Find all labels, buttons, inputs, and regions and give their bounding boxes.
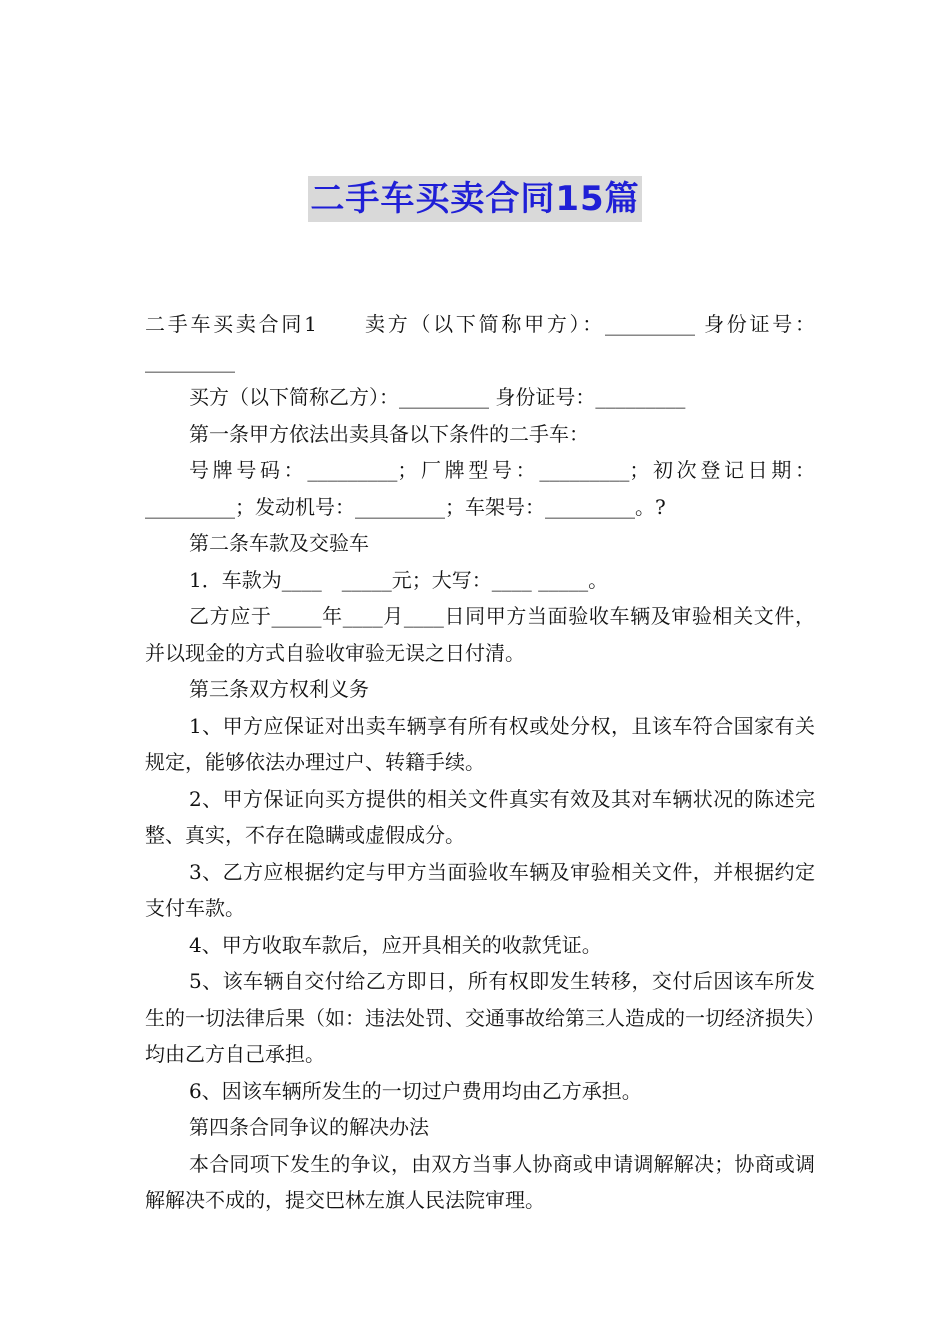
paragraph: 第一条甲方依法出卖具备以下条件的二手车： xyxy=(189,421,589,446)
title-container xyxy=(0,176,950,222)
paragraph: 第三条双方权利义务 xyxy=(189,677,369,701)
paragraph: 第四条合同争议的解决办法 xyxy=(189,1115,429,1139)
document-title: 二手车买卖合同15篇 xyxy=(308,176,641,222)
paragraph: 1、甲方应保证对出卖车辆享有所有权或处分权，且该车符合国家有关规定，能够依法办理过户、转籍手续。 xyxy=(145,713,815,774)
paragraph: 6、因该车辆所发生的一切过户费用均由乙方承担。 xyxy=(189,1078,642,1103)
paragraph: 4、甲方收取车款后，应开具相关的收款凭证。 xyxy=(189,932,602,957)
paragraph: 第二条车款及交验车 xyxy=(189,531,369,555)
paragraph: 二手车买卖合同1 卖方（以下简称甲方）：_________ 身份证号：_________ xyxy=(145,312,815,373)
paragraph: 3、乙方应根据约定与甲方当面验收车辆及审验相关文件，并根据约定支付车款。 xyxy=(145,859,815,920)
paragraph: 号牌号码：_________；厂牌型号：_________；初次登记日期：_________；发动机号：_________；车架号：_________。? xyxy=(145,458,815,519)
paragraph: 乙方应于_____年____月____日同甲方当面验收车辆及审验相关文件，并以现金的方式自验收审验无误之日付清。 xyxy=(145,604,815,665)
paragraph: 1．车款为____ _____元；大写：____ _____。 xyxy=(189,567,609,592)
document-body xyxy=(145,306,815,1219)
paragraph: 本合同项下发生的争议，由双方当事人协商或申请调解解决；协商或调解解决不成的，提交巴林左旗人民法院审理。 xyxy=(145,1151,815,1212)
paragraph: 2、甲方保证向买方提供的相关文件真实有效及其对车辆状况的陈述完整、真实，不存在隐瞒或虚假成分。 xyxy=(145,786,815,847)
paragraph: 5、该车辆自交付给乙方即日，所有权即发生转移，交付后因该车所发生的一切法律后果（如：违法处罚、交通事故给第三人造成的一切经济损失）均由乙方自己承担。 xyxy=(145,969,815,1066)
paragraph: 买方（以下简称乙方）：_________ 身份证号：_________ xyxy=(189,385,686,409)
